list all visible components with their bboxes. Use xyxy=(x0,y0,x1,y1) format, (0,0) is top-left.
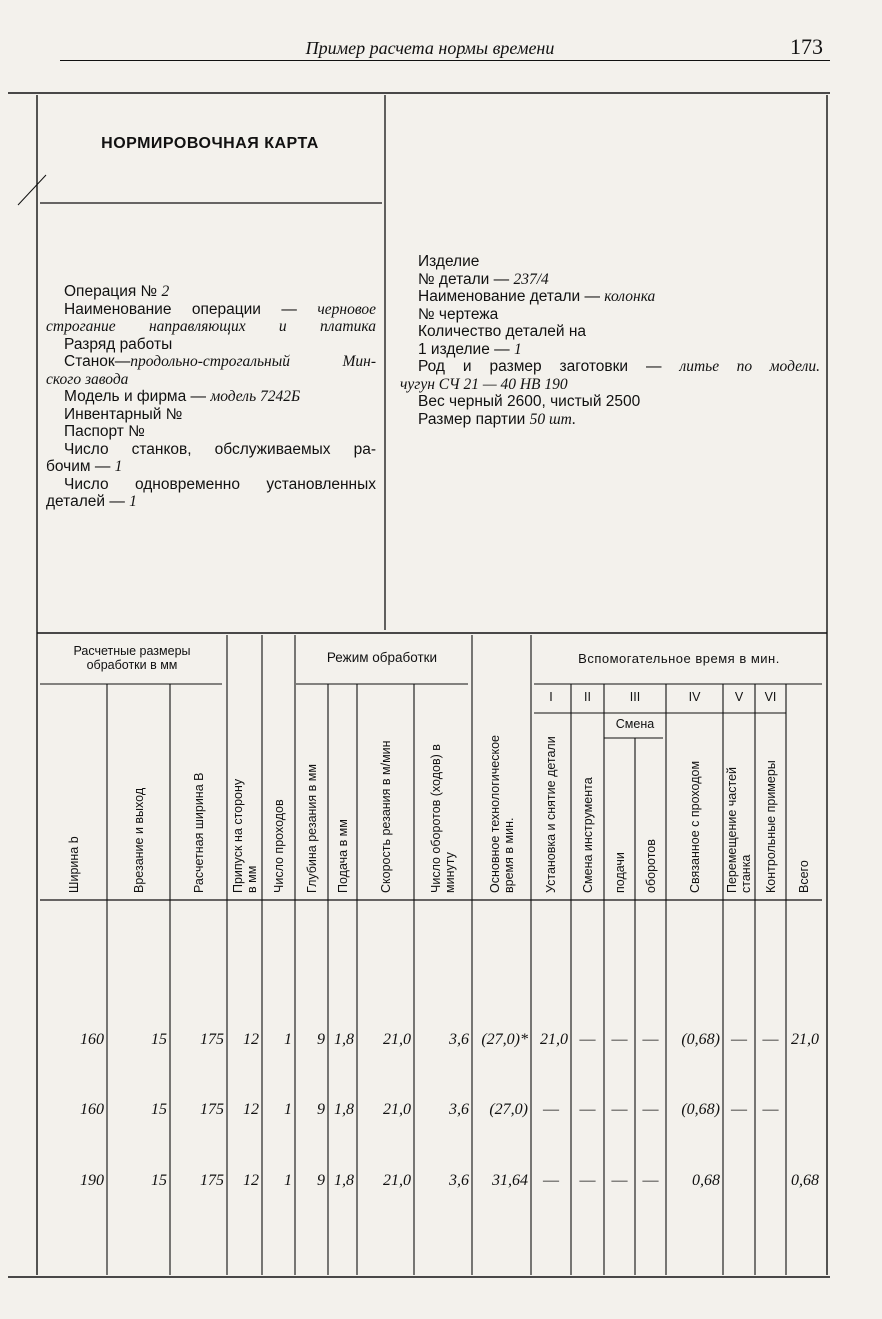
table-cell: 21,0 xyxy=(791,1031,819,1048)
table-cell: — xyxy=(642,1101,659,1118)
column-header: Установка и снятие детали xyxy=(544,736,558,893)
table-cell: 175 xyxy=(200,1101,224,1118)
table-cell: — xyxy=(579,1101,596,1118)
parts-per-product-cont: 1 изделие — xyxy=(418,340,510,358)
machine-value: продольно-строгальный Мин- xyxy=(130,353,376,370)
part-name-value: колонка xyxy=(604,288,656,305)
column-header: Число оборотов (ходов) в минуту xyxy=(429,744,457,893)
column-header: Основное технологическое время в мин. xyxy=(487,735,516,893)
table-cell: — xyxy=(579,1172,596,1189)
machine-label: Станок— xyxy=(64,353,131,370)
table-cell: — xyxy=(762,1031,779,1048)
table-cell: 21,0 xyxy=(383,1031,411,1048)
column-header: оборотов xyxy=(643,839,658,893)
parts-count-value: 1 xyxy=(129,493,137,510)
part-number-value: 237/4 xyxy=(513,270,549,288)
aux-group-v: V xyxy=(734,690,744,704)
operation-info xyxy=(46,283,376,511)
operation-label: Операция № xyxy=(64,283,158,300)
table-cell: — xyxy=(731,1031,747,1048)
table-cell: 9 xyxy=(317,1101,325,1118)
aux-group-ii: II xyxy=(584,690,591,704)
table-cell: 190 xyxy=(80,1172,104,1189)
table-cell: — xyxy=(642,1031,659,1048)
table-cell: 1,8 xyxy=(334,1101,354,1118)
table-cell: 15 xyxy=(151,1101,167,1118)
model-label: Модель и фирма — xyxy=(64,388,207,405)
table-cell: 21,0 xyxy=(383,1172,411,1189)
blank-material-value: чугун СЧ 21 — 40 НВ 190 xyxy=(400,375,568,393)
blank-weight: Вес черный 2600, чистый 2500 xyxy=(418,393,641,410)
table-cell: 15 xyxy=(151,1172,167,1189)
page-number: 173 xyxy=(790,34,823,59)
aux-group-vi: VI xyxy=(764,690,777,704)
parts-count: Число одновременно установленных xyxy=(64,475,376,493)
column-header: Контрольные примеры xyxy=(763,760,778,893)
table-cell: 1 xyxy=(284,1172,292,1189)
column-header: подачи xyxy=(612,852,627,893)
group-header-mode: Режим обработки xyxy=(326,650,438,665)
blank-type-label: Род и размер заготовки — xyxy=(418,358,662,375)
column-header: Связанное с проходом xyxy=(687,760,702,893)
table-cell: 175 xyxy=(200,1172,224,1189)
table-cell: 160 xyxy=(80,1031,104,1048)
table-cell: (27,0) xyxy=(489,1101,528,1118)
table-cell: 0,68 xyxy=(692,1172,720,1189)
table-cell: (0,68) xyxy=(681,1031,720,1048)
change-subheader: Смена xyxy=(615,717,655,731)
part-name-label: Наименование детали — xyxy=(418,288,600,305)
table-cell: 31,64 xyxy=(492,1172,528,1189)
column-header: Врезание и выход xyxy=(131,787,146,893)
column-header: Расчетная ширина B xyxy=(191,772,206,893)
table-cell: 0,68 xyxy=(791,1172,819,1189)
aux-group-iv: IV xyxy=(688,690,701,704)
group-header-aux-time: Вспомогательное время в мин. xyxy=(578,651,780,666)
machine-value-cont: ского завода xyxy=(46,370,129,388)
table-cell: 12 xyxy=(243,1172,259,1189)
column-header: Припуск на сторону в мм xyxy=(230,778,259,893)
table-cell: 12 xyxy=(243,1031,259,1048)
model-value: модель 7242Б xyxy=(210,388,301,405)
table-cell: 1 xyxy=(284,1101,292,1118)
column-header: Глубина резания в мм xyxy=(304,764,319,893)
drawing-number: № чертежа xyxy=(418,305,499,323)
table-cell: — xyxy=(611,1172,628,1189)
table-cell: — xyxy=(543,1101,559,1118)
aux-group-i: I xyxy=(549,690,553,704)
column-header: Скорость резания в м/мин xyxy=(378,740,393,893)
parts-per-product-value: 1 xyxy=(513,340,522,358)
blank-type-value: литье по модели. xyxy=(679,358,820,375)
table-cell: 15 xyxy=(151,1031,167,1048)
column-header: Число проходов xyxy=(271,799,286,893)
table-cell: 1 xyxy=(284,1031,292,1048)
table-cell: 21,0 xyxy=(540,1031,568,1048)
passport-number: Паспорт № xyxy=(64,423,145,440)
table-cell: (27,0)* xyxy=(481,1031,528,1048)
operation-name-label: Наименование операции — xyxy=(64,300,297,318)
batch-size-label: Размер партии xyxy=(418,410,526,428)
work-grade: Разряд работы xyxy=(64,335,173,353)
parts-count-cont: деталей — xyxy=(46,493,125,510)
column-header: Ширина b xyxy=(66,836,81,893)
column-header: Перемещение частей станка xyxy=(725,766,753,893)
table-cell: — xyxy=(579,1031,596,1048)
column-header: Смена инструмента xyxy=(580,777,595,893)
table-cell: 21,0 xyxy=(383,1101,411,1118)
operation-name-value-cont: строгание направляющих и платика xyxy=(46,318,376,335)
table-cell: 3,6 xyxy=(449,1101,469,1118)
table-cell: 3,6 xyxy=(449,1172,469,1189)
machines-count-cont: бочим — xyxy=(46,458,111,475)
card-title: НОРМИРОВОЧНАЯ КАРТА xyxy=(101,135,319,152)
table-cell: 9 xyxy=(317,1031,325,1048)
batch-size-value: 50 шт. xyxy=(529,410,576,428)
table-cell: — xyxy=(762,1101,779,1118)
operation-value: 2 xyxy=(161,283,170,300)
table-cell: (0,68) xyxy=(681,1101,720,1118)
column-header: Подача в мм xyxy=(335,819,350,893)
table-cell: — xyxy=(611,1031,628,1048)
table-cell: — xyxy=(731,1101,747,1118)
table-cell: 160 xyxy=(80,1101,104,1118)
aux-group-iii: III xyxy=(629,690,641,704)
table-cell: — xyxy=(543,1172,559,1189)
table-cell: 3,6 xyxy=(449,1031,469,1048)
product-label: Изделие xyxy=(418,253,480,270)
machines-count: Число станков, обслуживаемых ра- xyxy=(64,440,376,458)
table-cell: 175 xyxy=(200,1031,224,1048)
operation-name-value: черновое xyxy=(317,300,376,318)
parts-per-product: Количество деталей на xyxy=(418,323,587,340)
table-cell: 9 xyxy=(317,1172,325,1189)
table-cell: 1,8 xyxy=(334,1031,354,1048)
table-cell: 12 xyxy=(243,1101,259,1118)
table-cell: — xyxy=(642,1172,659,1189)
inventory-number: Инвентарный № xyxy=(64,405,183,423)
column-header: Всего xyxy=(797,860,811,893)
group-header-dimensions: Расчетные размеры обработки в мм xyxy=(73,644,191,672)
table-cell: — xyxy=(611,1101,628,1118)
part-number-label: № детали — xyxy=(418,270,510,288)
table-cell: 1,8 xyxy=(334,1172,354,1189)
running-title: Пример расчета нормы времени xyxy=(305,38,555,58)
machines-count-value: 1 xyxy=(114,458,123,475)
part-info xyxy=(400,253,820,428)
